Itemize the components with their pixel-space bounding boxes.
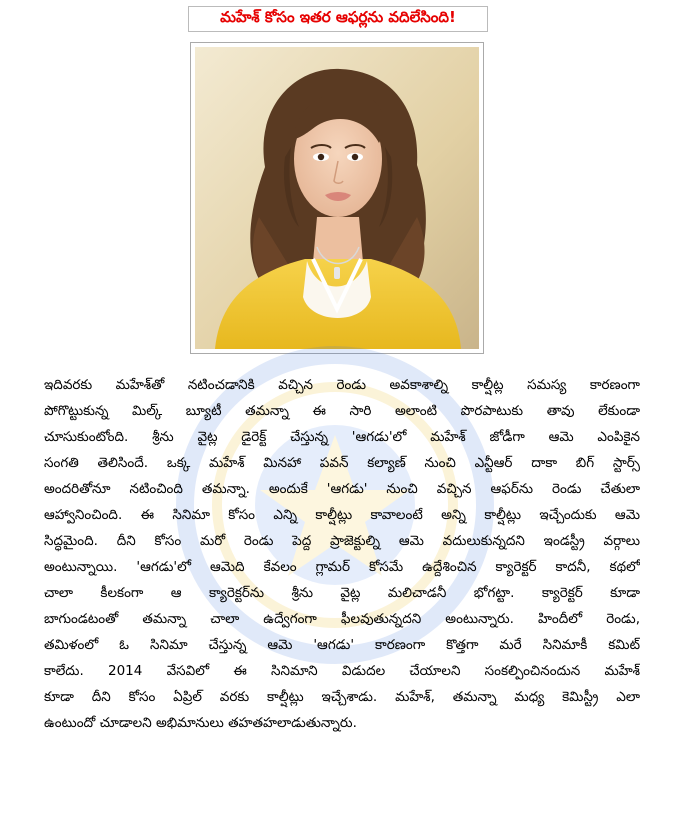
article-line: సిద్ధమైంది. దీని కోసం మరో రెండు పెద్ద ప్రాజెక్టుల్ని ఆమె వదులుకున్నదని ఇండస్ట్రీ వర్గాలు	[44, 533, 640, 549]
article-line: ఉంటుందో చూడాలని అభిమానులు తహతహలాడుతున్నారు.	[44, 715, 357, 731]
article-line: సంగతి తెలిసిందే. ఒక్క మహేశ్ మినహా పవన్ కల్యాణ్ నుంచి ఎన్టీఆర్ దాకా బిగ్ స్టార్స్	[44, 455, 640, 471]
article-photo	[195, 47, 479, 349]
article-line: తమిళంలో ఓ సినిమా చేస్తున్న ఆమె 'ఆగడు' కారణంగా కొత్తగా మరే సినిమాకీ కమిట్	[44, 637, 640, 653]
article-line: చాలా కీలకంగా ఆ క్యారెక్టర్‌ను శ్రీను వైట్ల మలిచాడనీ భోగట్టా. క్యారెక్టర్ కూడా	[44, 585, 640, 601]
article-body	[44, 372, 640, 736]
article-line: కూడా దీని కోసం ఏప్రిల్ వరకు కాల్షీట్లు ఇచ్చేశాడు. మహేశ్, తమన్నా మధ్య కెమిస్ట్రీ ఎలా	[44, 689, 640, 705]
headline-box	[188, 6, 488, 32]
article-line: కాలేదు. 2014 వేసవిలో ఈ సినిమాని విడుదల చేయాలని సంకల్పించినందున మహేశ్	[44, 663, 640, 679]
article-line: పోగొట్టుకున్న మిల్క్ బ్యూటీ తమన్నా ఈ సారి అలాంటి పొరపాటుకు తావు లేకుండా	[44, 403, 640, 419]
article-line: ఇదివరకు మహేశ్‌తో నటించడానికి వచ్చిన రెండు అవకాశాల్ని కాల్షీట్ల సమస్య కారణంగా	[44, 377, 640, 393]
article-line: చూసుకుంటోంది. శ్రీను వైట్ల డైరెక్ట్ చేస్తున్న 'ఆగడు'లో మహేశ్ జోడీగా ఆమె ఎంపికైన	[44, 429, 640, 445]
article-headline: మహేశ్ కోసం ఇతర ఆఫర్లను వదిలేసింది!	[220, 8, 456, 26]
article-line: అందరితోనూ నటించింది తమన్నా. అందుకే 'ఆగడు' నుంచి వచ్చిన ఆఫర్‌ను రెండు చేతులా	[44, 481, 640, 497]
article-line: అంటున్నాయి. 'ఆగడు'లో ఆమెది కేవలం గ్లామర్ కోసమే ఉద్దేశించిన క్యారెక్టర్ కాదనీ, కథలో	[44, 559, 640, 575]
photo-frame	[190, 42, 484, 354]
article-line: ఆహ్వానించింది. ఈ సినిమా కోసం ఎన్ని కాల్షీట్లు కావాలంటే అన్ని కాల్షీట్లు ఇచ్చేందుకు ఆమె	[44, 507, 640, 523]
article-line: బాగుండటంతో తమన్నా చాలా ఉద్వేగంగా ఫీలవుతున్నదని అంటున్నారు. హిందీలో రెండు,	[44, 611, 640, 627]
